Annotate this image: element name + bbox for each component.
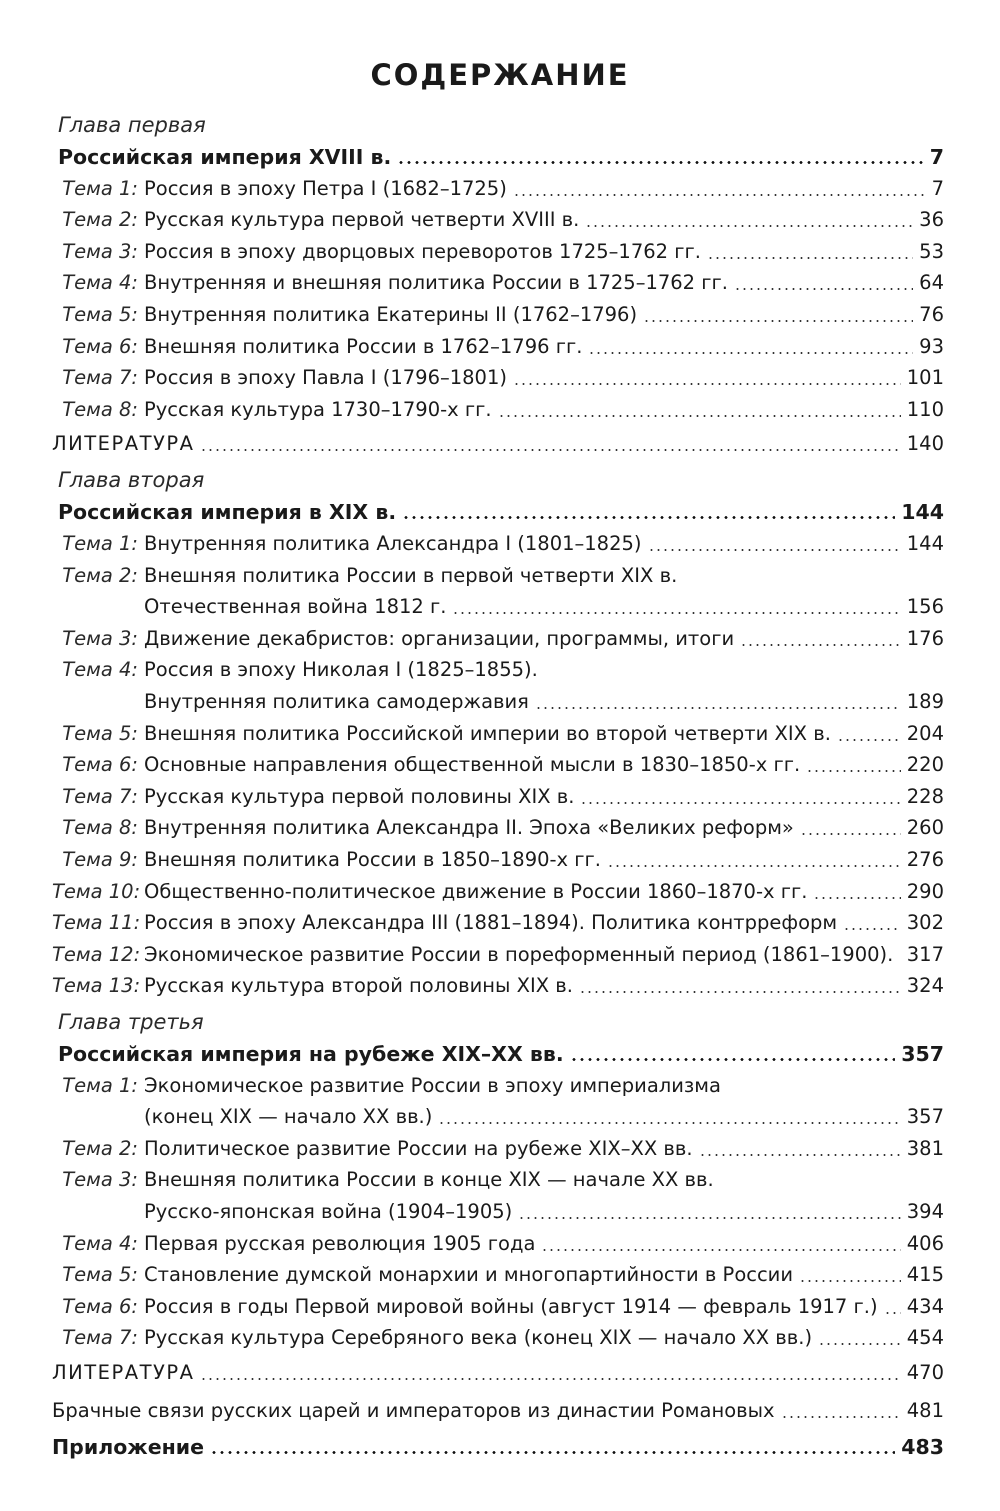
- entry-text: Русская культура первой четверти XVIII в.: [144, 208, 580, 232]
- page-number: 220: [906, 753, 944, 777]
- page-number: 394: [906, 1200, 944, 1223]
- topic-entry[interactable]: [52, 750, 944, 780]
- chapter-heading[interactable]: [58, 1039, 944, 1069]
- entry-text: ЛИТЕРАТУРА: [52, 432, 195, 456]
- dot-leader: [210, 1451, 895, 1454]
- topic-label: Тема 12:: [52, 942, 141, 966]
- topic-entry[interactable]: [52, 237, 944, 267]
- page-number: 101: [906, 366, 944, 390]
- page-number: 260: [906, 816, 944, 840]
- dot-leader: [438, 1122, 900, 1124]
- literature-entry[interactable]: [52, 1358, 944, 1388]
- topic-entry[interactable]: [144, 592, 944, 622]
- topic-label: Тема 2:: [62, 208, 138, 232]
- page-number: 357: [906, 1105, 944, 1129]
- page-number: 7: [929, 145, 944, 169]
- entry-text: Русская культура второй половины XIX в.: [144, 974, 573, 998]
- entry-text: Внутренняя и внешняя политика России в 1725–1762 гг.: [144, 271, 728, 295]
- page-number: 290: [906, 879, 944, 903]
- entry-text: Внутренняя политика Екатерины II (1762–1796): [144, 303, 638, 326]
- entry-text: Россия в эпоху дворцовых переворотов 1725–1762 гг.: [144, 239, 701, 263]
- entry-text: Внешняя политика Российской империи во второй четверти XIX в.: [144, 721, 831, 745]
- page-number: 415: [906, 1263, 944, 1287]
- page-number: 324: [906, 974, 944, 998]
- entry-text: Брачные связи русских царей и императоров из династии Романовых: [52, 1399, 775, 1422]
- dot-leader: [699, 1154, 901, 1156]
- dot-leader: [513, 194, 926, 196]
- marriages-entry[interactable]: [52, 1396, 944, 1426]
- topic-label: Тема 4:: [62, 1231, 138, 1255]
- dot-leader: [781, 1416, 901, 1418]
- topic-label: Тема 1:: [62, 532, 138, 555]
- dot-leader: [498, 415, 901, 417]
- dot-leader: [799, 1280, 901, 1282]
- page-number: 228: [906, 784, 944, 808]
- page-title: СОДЕРЖАНИЕ: [370, 58, 630, 92]
- topic-label: Тема 8:: [62, 397, 138, 421]
- chapter-heading[interactable]: [58, 497, 944, 527]
- dot-leader: [818, 1343, 901, 1345]
- entry-text: Россия в эпоху Александра III (1881–1894). Политика контрреформ: [144, 911, 838, 935]
- entry-text: Русская культура Серебряного века (конец XIX — начало XX вв.): [144, 1326, 813, 1350]
- page-number: 454: [906, 1326, 944, 1350]
- topic-label: Тема 6:: [62, 1294, 138, 1318]
- entry-text: Отечественная война 1812 г.: [144, 595, 447, 619]
- topic-text-line-1[interactable]: Внешняя политика России в конце XIX — начале XX вв.: [144, 1168, 714, 1192]
- topic-label: Тема 11:: [52, 911, 141, 935]
- page-number: 381: [906, 1136, 944, 1160]
- topic-entry[interactable]: [52, 877, 944, 907]
- topic-entry[interactable]: [52, 908, 944, 938]
- page-number: 276: [906, 848, 944, 871]
- topic-text-line-1[interactable]: Внешняя политика России в первой четверти XIX в.: [144, 563, 678, 587]
- topic-label: Тема 4:: [62, 658, 138, 682]
- page-number: 189: [906, 690, 944, 713]
- page-number: 140: [906, 432, 944, 456]
- dot-leader: [643, 320, 913, 322]
- topic-label: Тема 3:: [62, 1168, 138, 1192]
- entry-text: Внутренняя политика самодержавия: [144, 690, 529, 713]
- page-number: 36: [919, 208, 944, 232]
- topic-entry[interactable]: [52, 971, 944, 1001]
- entry-text: Внешняя политика России в 1762–1796 гг.: [144, 334, 583, 358]
- entry-text: Основные направления общественной мысли в 1830–1850-х гг.: [144, 753, 801, 777]
- topic-label: Тема 7:: [62, 366, 138, 390]
- topic-label: Тема 2:: [62, 1136, 138, 1160]
- topic-label: Тема 3:: [62, 626, 138, 650]
- page-number: 144: [901, 500, 944, 525]
- page-number: 53: [919, 239, 944, 263]
- topic-entry[interactable]: [144, 687, 944, 717]
- dot-leader: [707, 257, 913, 259]
- dot-leader: [806, 770, 901, 772]
- dot-leader: [734, 288, 913, 290]
- topic-entry[interactable]: [52, 300, 944, 330]
- dot-leader: [648, 549, 901, 551]
- dot-leader: [541, 1249, 900, 1251]
- dot-leader: [535, 707, 901, 709]
- entry-text: Первая русская революция 1905 года: [144, 1231, 536, 1255]
- literature-entry[interactable]: [52, 429, 944, 459]
- chapter-label: Глава вторая: [58, 468, 205, 493]
- page-number: 302: [906, 911, 944, 935]
- topic-entry[interactable]: [52, 268, 944, 298]
- topic-entry[interactable]: [52, 1323, 944, 1353]
- topic-entry[interactable]: [52, 529, 944, 559]
- page-number: 406: [906, 1231, 944, 1255]
- page-number: 144: [906, 532, 944, 555]
- entry-text: Русская культура первой половины XIX в.: [144, 784, 575, 808]
- dot-leader: [607, 865, 901, 867]
- page-number: 470: [906, 1361, 944, 1384]
- page-number: 64: [919, 271, 944, 295]
- topic-label: Тема 1:: [62, 176, 138, 200]
- page-number: 317: [906, 942, 944, 966]
- topic-entry[interactable]: [52, 174, 944, 204]
- page-number: 76: [919, 303, 944, 326]
- topic-entry[interactable]: [52, 845, 944, 875]
- page-number: 434: [906, 1294, 944, 1318]
- entry-text: Российская империя на рубеже XIX–XX вв.: [58, 1042, 564, 1066]
- topic-label: Тема 6:: [62, 753, 138, 777]
- topic-entry[interactable]: [52, 940, 944, 970]
- page-number: 204: [906, 721, 944, 745]
- dot-leader: [402, 516, 895, 519]
- page-number: 481: [906, 1399, 944, 1422]
- topic-entry[interactable]: [52, 782, 944, 812]
- entry-text: Внутренняя политика Александра I (1801–1825): [144, 532, 642, 555]
- dot-leader: [837, 739, 901, 741]
- dot-leader: [813, 897, 900, 899]
- topic-label: Тема 7:: [62, 1326, 138, 1350]
- topic-label: Тема 5:: [62, 303, 138, 326]
- page-number: 7: [931, 176, 944, 200]
- entry-text: Политическое развитие России на рубеже XIX–XX вв.: [144, 1136, 693, 1160]
- entry-text: Россия в годы Первой мировой войны (август 1914 — февраль 1917 г.): [144, 1294, 878, 1318]
- dot-leader: [843, 928, 901, 930]
- topic-entry[interactable]: [52, 719, 944, 749]
- appendix-entry[interactable]: [52, 1432, 944, 1462]
- entry-text: Российская империя XVIII в.: [58, 145, 392, 169]
- topic-label: Тема 3:: [62, 239, 138, 263]
- dot-leader: [397, 161, 923, 164]
- topic-entry[interactable]: [52, 332, 944, 362]
- dot-leader: [585, 225, 913, 227]
- entry-text: Российская империя в XIX в.: [58, 500, 397, 525]
- entry-text: Внешняя политика России в 1850–1890-х гг.: [144, 848, 601, 871]
- chapter-label: Глава третья: [58, 1010, 204, 1034]
- topic-text-line-1[interactable]: Экономическое развитие России в эпоху империализма: [144, 1073, 721, 1097]
- page-number: 156: [906, 595, 944, 619]
- topic-label: Тема 9:: [62, 848, 138, 871]
- topic-entry[interactable]: [144, 1102, 944, 1132]
- topic-label: Тема 4:: [62, 271, 138, 295]
- entry-text: Становление думской монархии и многопартийности в России: [144, 1263, 794, 1287]
- topic-label: Тема 7:: [62, 784, 138, 808]
- topic-text-line-1[interactable]: Россия в эпоху Николая I (1825–1855).: [144, 658, 538, 682]
- topic-label: Тема 6:: [62, 334, 138, 358]
- dot-leader: [800, 833, 901, 835]
- topic-label: Тема 5:: [62, 721, 138, 745]
- entry-text: Общественно-политическое движение в России 1860–1870-х гг.: [144, 879, 808, 903]
- entry-text: Россия в эпоху Петра I (1682–1725): [144, 176, 507, 200]
- page-number: 483: [901, 1435, 944, 1459]
- dot-leader: [579, 991, 901, 993]
- topic-label: Тема 5:: [62, 1263, 138, 1287]
- dot-leader: [588, 352, 913, 354]
- page-number: 110: [906, 397, 944, 421]
- topic-entry[interactable]: [144, 1197, 944, 1227]
- chapter-label: Глава первая: [58, 113, 206, 137]
- topic-entry[interactable]: [52, 363, 944, 393]
- dot-leader: [580, 802, 900, 804]
- entry-text: Русско-японская война (1904–1905): [144, 1200, 513, 1223]
- entry-text: Россия в эпоху Павла I (1796–1801): [144, 366, 507, 390]
- dot-leader: [513, 383, 901, 385]
- topic-label: Тема 13:: [52, 974, 141, 998]
- entry-text: ЛИТЕРАТУРА: [52, 1361, 195, 1384]
- dot-leader: [570, 1058, 896, 1061]
- topic-entry[interactable]: [52, 1260, 944, 1290]
- topic-label: Тема 2:: [62, 563, 138, 587]
- topic-entry[interactable]: [52, 1292, 944, 1322]
- page-number: 93: [919, 334, 944, 358]
- entry-text: (конец XIX — начало XX вв.): [144, 1105, 433, 1129]
- dot-leader: [200, 449, 900, 451]
- topic-entry[interactable]: [52, 1229, 944, 1259]
- entry-text: Движение декабристов: организации, программы, итоги: [144, 626, 735, 650]
- topic-label: Тема 10:: [52, 879, 141, 903]
- dot-leader: [884, 1312, 901, 1314]
- chapter-heading[interactable]: [58, 142, 944, 172]
- entry-text: Русская культура 1730–1790-х гг.: [144, 397, 492, 421]
- dot-leader: [200, 1378, 900, 1380]
- topic-entry[interactable]: [52, 395, 944, 425]
- topic-entry[interactable]: [52, 1134, 944, 1164]
- page-number: 357: [901, 1042, 944, 1066]
- topic-entry[interactable]: [52, 205, 944, 235]
- entry-text: Внутренняя политика Александра II. Эпоха «Великих реформ»: [144, 816, 794, 840]
- entry-text: Приложение: [52, 1435, 205, 1459]
- dot-leader: [518, 1217, 901, 1219]
- topic-entry[interactable]: [52, 813, 944, 843]
- dot-leader: [452, 612, 900, 614]
- topic-entry[interactable]: [52, 624, 944, 654]
- topic-label: Тема 8:: [62, 816, 138, 840]
- topic-label: Тема 1:: [62, 1073, 138, 1097]
- entry-text: Экономическое развитие России в пореформенный период (1861–1900).: [144, 942, 894, 966]
- dot-leader: [899, 960, 900, 962]
- page-number: 176: [906, 626, 944, 650]
- dot-leader: [740, 644, 901, 646]
